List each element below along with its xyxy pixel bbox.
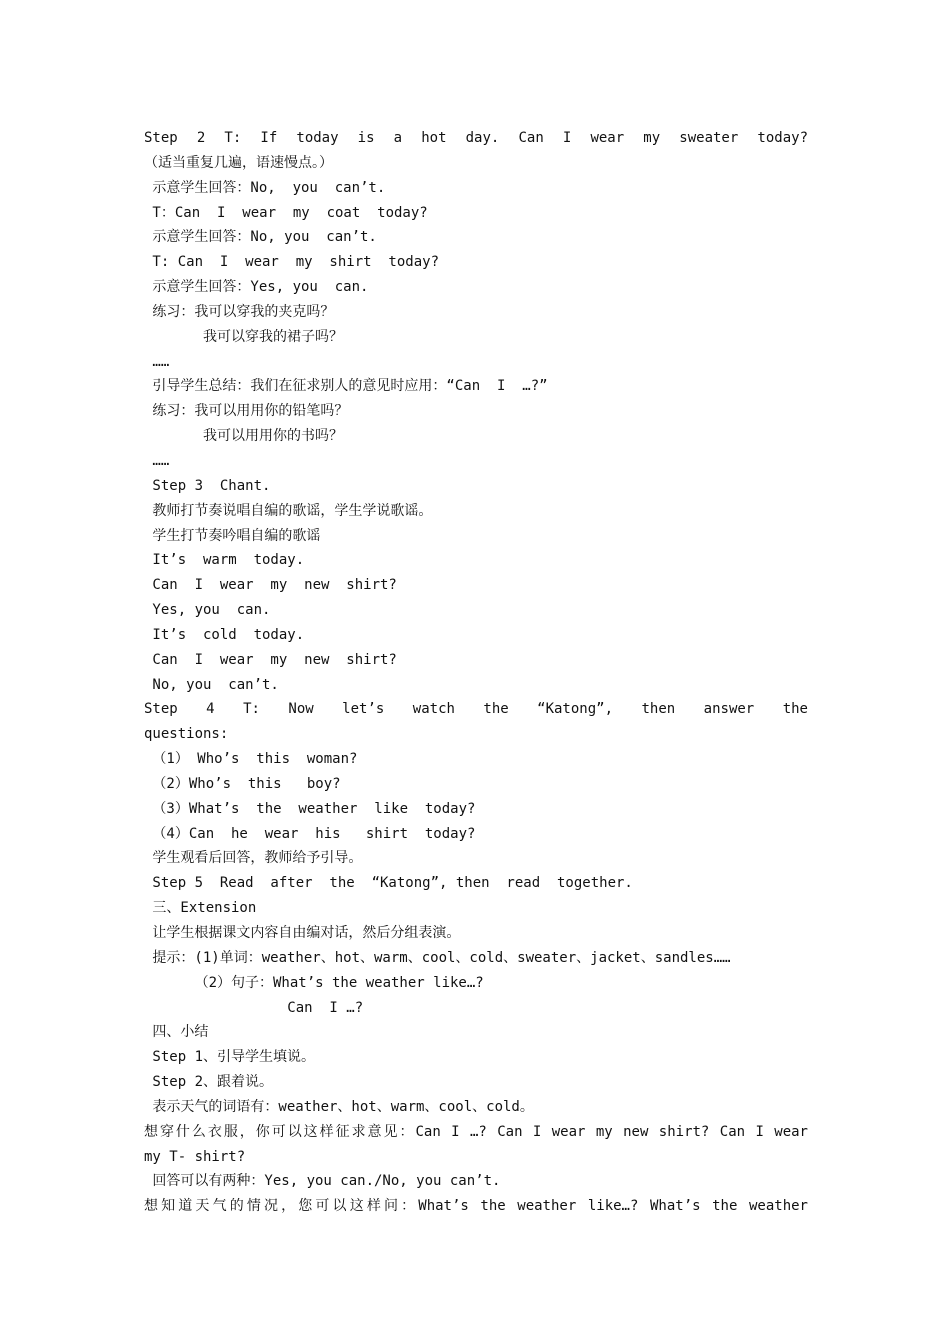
text-line: （4）Can he wear his shirt today?	[144, 825, 476, 842]
text-line: 练习：我可以穿我的夹克吗？	[144, 303, 335, 320]
text-line: （2）句子：What’s the weather like…?	[144, 974, 484, 991]
text-line: ……	[144, 353, 170, 370]
text-line: 学生打节奏吟唱自编的歌谣	[144, 527, 321, 544]
text-line: 示意学生回答：Yes, you can.	[144, 279, 369, 296]
text-line: 我可以穿我的裙子吗？	[144, 328, 344, 345]
text-line: Step 1、引导学生填说。	[144, 1049, 316, 1066]
text-line: 三、Extension	[144, 900, 257, 917]
text-line: Step 2、跟着说。	[144, 1074, 274, 1091]
text-line: 想穿什么衣服，你可以这样征求意见：Can I …? Can I wear my new shirt? Can I wear	[144, 1123, 808, 1140]
text-line: Can I …?	[144, 999, 364, 1016]
text-line: 教师打节奏说唱自编的歌谣，学生学说歌谣。	[144, 502, 433, 519]
text-line: Step 4 T: Now let’s watch the “Katong”, then answer the	[144, 701, 808, 718]
text-line: 提示：(1)单词：weather、hot、warm、cool、cold、sweater、jacket、sandles……	[144, 949, 731, 966]
text-line: Step 5 Read after the “Katong”, then read together.	[144, 875, 633, 892]
document-page	[144, 126, 808, 1219]
text-line: Can I wear my new shirt?	[144, 577, 397, 594]
text-line: my T- shirt?	[144, 1148, 246, 1165]
text-line: No, you can’t.	[144, 676, 279, 693]
text-line: Step 2 T: If today is a hot day. Can I wear my sweater today?	[144, 130, 808, 146]
text-line: 四、小结	[144, 1024, 209, 1041]
text-line: 我可以用用你的书吗？	[144, 428, 344, 445]
text-line: Can I wear my new shirt?	[144, 651, 397, 668]
text-line: 想知道天气的情况，您可以这样问：What’s the weather like…? What’s the weather	[144, 1198, 808, 1215]
text-line: T：Can I wear my coat today?	[144, 204, 428, 221]
text-line: 表示天气的词语有：weather、hot、warm、cool、cold。	[144, 1098, 534, 1115]
text-line: （2）Who’s this boy?	[144, 775, 341, 792]
text-line: Step 3 Chant.	[144, 477, 271, 494]
text-line: It’s cold today.	[144, 626, 305, 643]
text-line: 示意学生回答：No, you can’t.	[144, 229, 377, 246]
text-line: （1） Who’s this woman?	[144, 751, 358, 768]
text-line: 回答可以有两种：Yes, you can./No, you can’t.	[144, 1173, 501, 1190]
text-line: 让学生根据课文内容自由编对话，然后分组表演。	[144, 925, 461, 941]
text-line: T: Can I wear my shirt today?	[144, 254, 440, 271]
text-line: （3）What’s the weather like today?	[144, 800, 476, 817]
text-line: Yes, you can.	[144, 602, 271, 619]
text-line: 示意学生回答：No, you can’t.	[144, 179, 386, 196]
text-line: It’s warm today.	[144, 552, 305, 569]
text-line: 学生观看后回答，教师给予引导。	[144, 850, 363, 867]
text-line: 引导学生总结：我们在征求别人的意见时应用：“Can I …?”	[144, 378, 548, 395]
text-line: （适当重复几遍，语速慢点。）	[144, 154, 333, 171]
text-line: questions:	[144, 726, 229, 743]
text-line: 练习：我可以用用你的铅笔吗？	[144, 403, 349, 420]
text-line: ……	[144, 452, 170, 469]
